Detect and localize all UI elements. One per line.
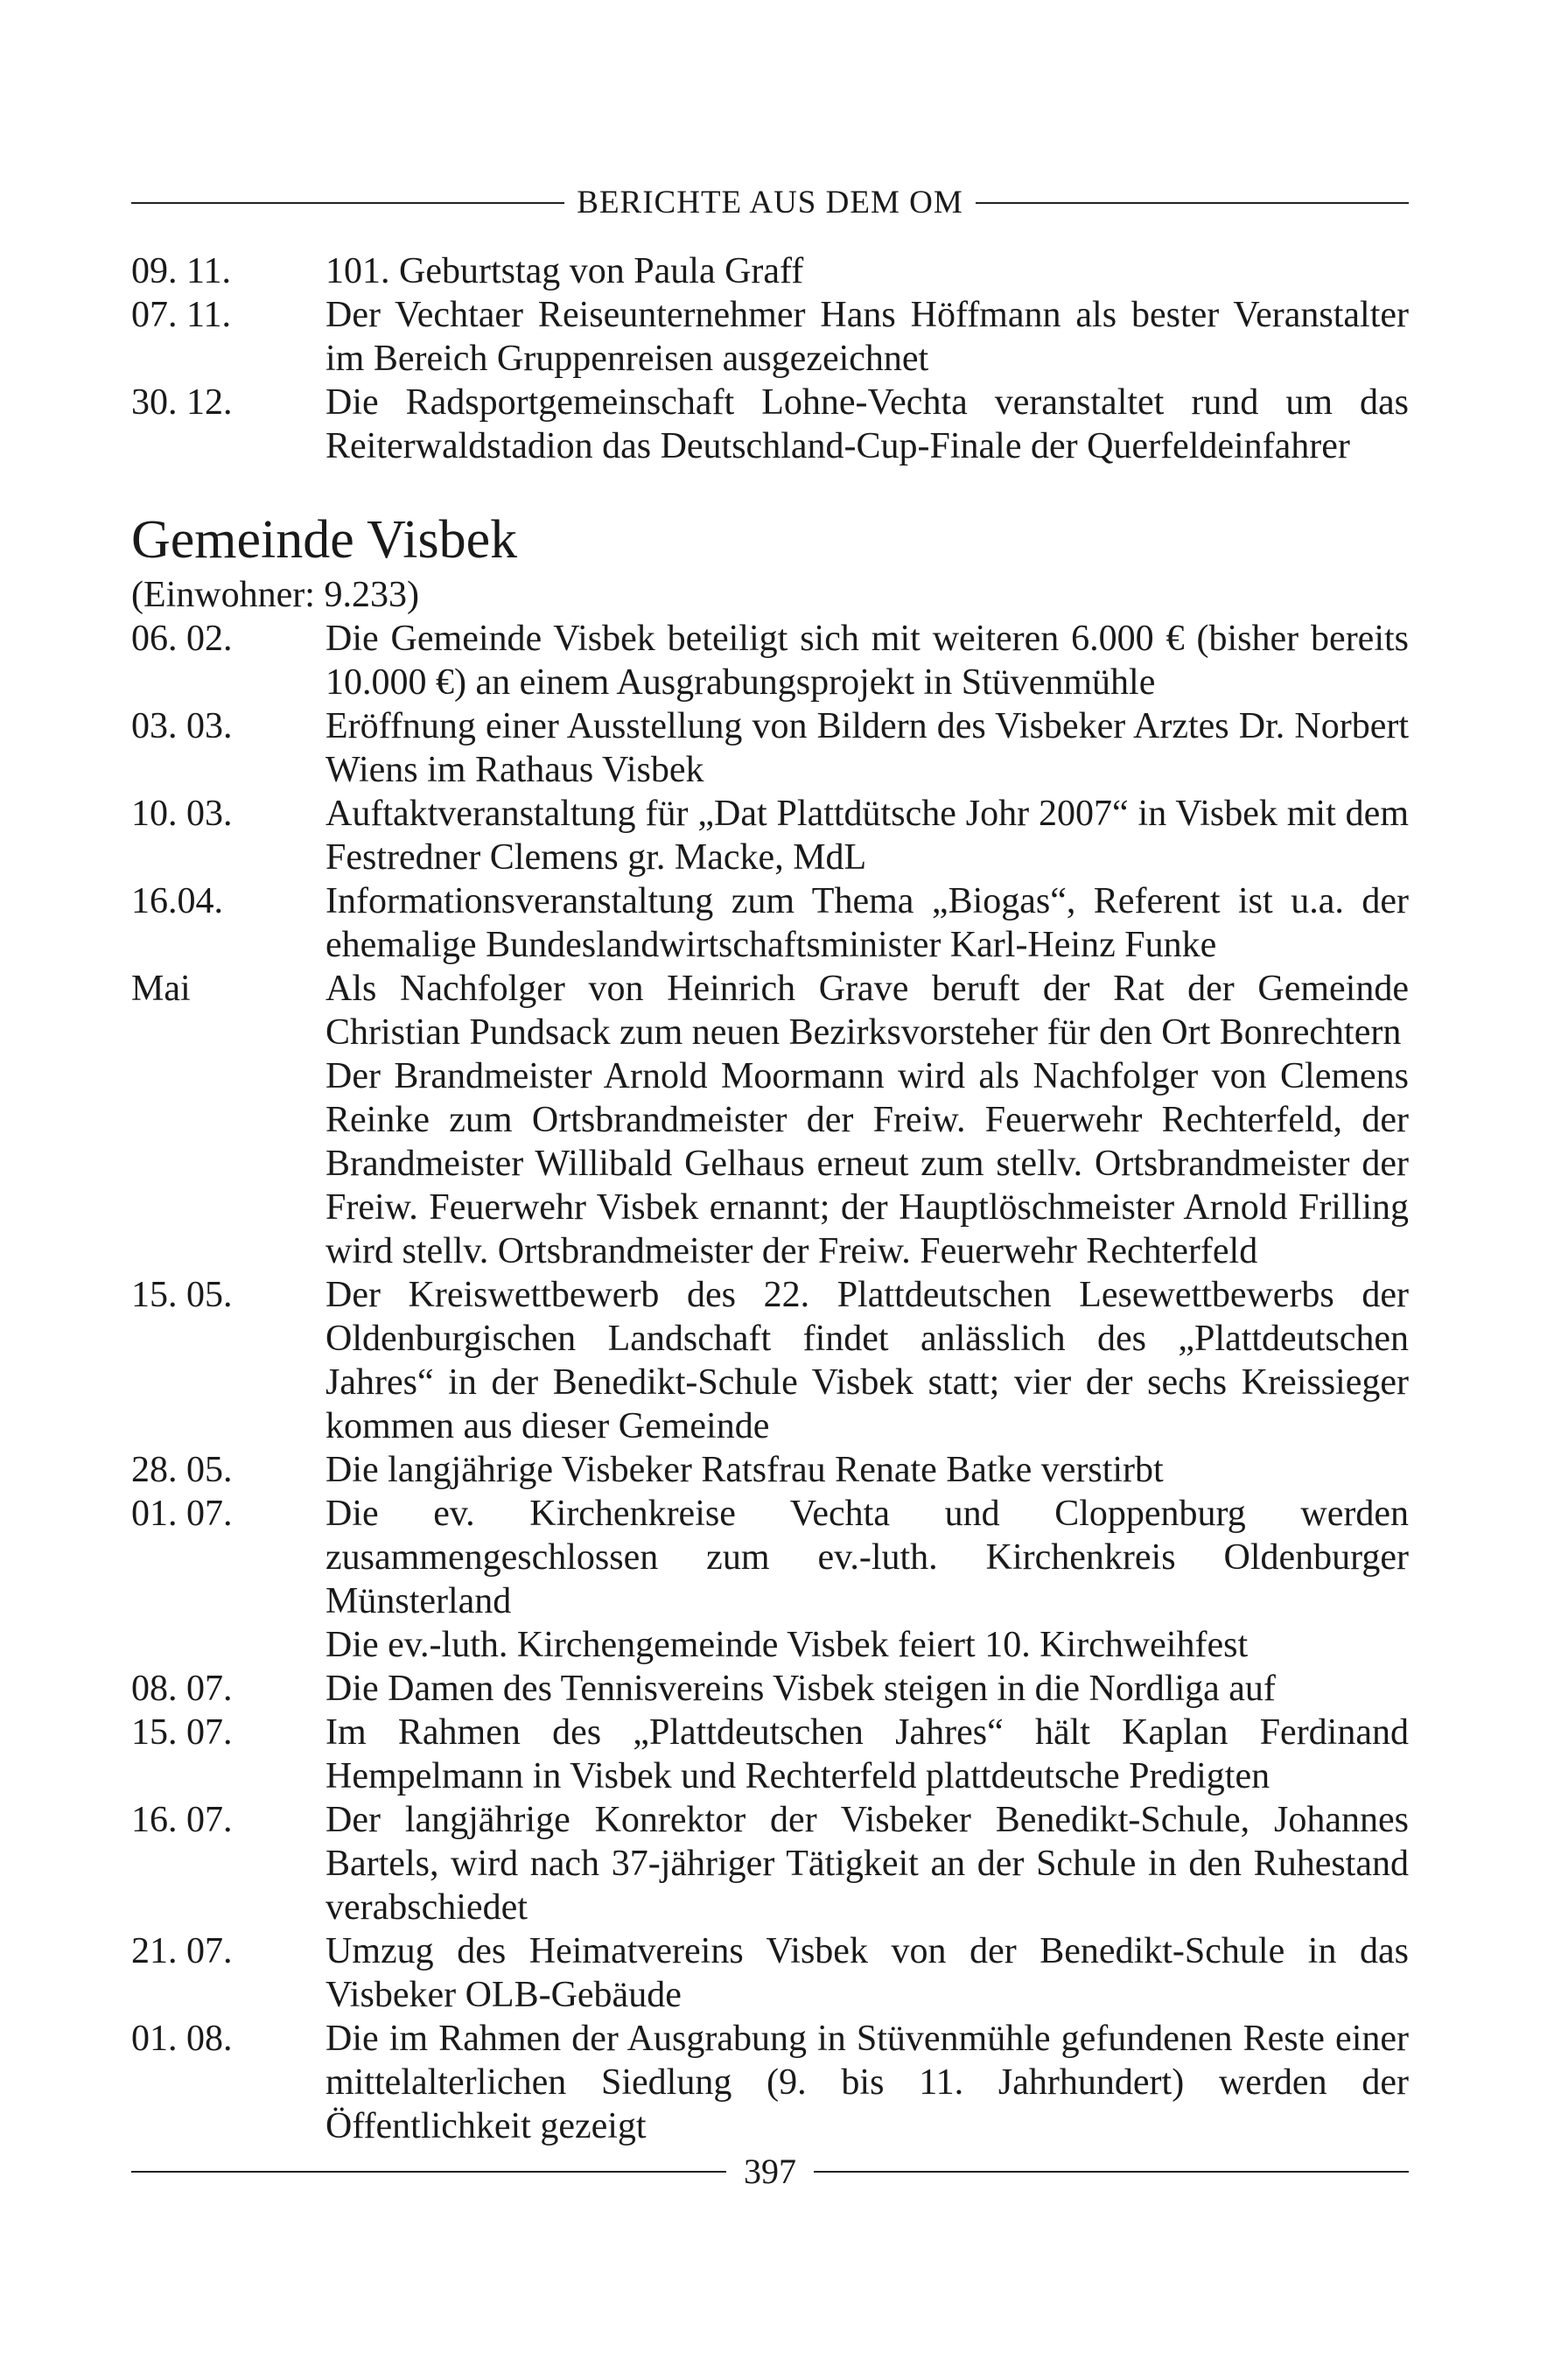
entry-date — [131, 1054, 326, 1273]
entry-text: Die Gemeinde Visbek beteiligt sich mit weiteren 6.000 € (bisher bereits 10.000 €) an einem Ausgrabungsprojekt in Stüvenmühle — [326, 619, 1409, 703]
chronicle-entry — [131, 381, 1409, 468]
entry-text: Auftaktveranstaltung für „Dat Plattdütsche Johr 2007“ in Visbek mit dem Festredner Clemens gr. Macke, MdL — [326, 794, 1409, 878]
entry-date: 07. 11. — [131, 295, 231, 335]
entry-date: 01. 07. — [131, 1494, 233, 1534]
page-number: 397 — [744, 2152, 796, 2191]
entry-date: 21. 07. — [131, 1931, 233, 1971]
entry-text: Der Vechtaer Reiseunternehmer Hans Höffmann als bester Veranstalter im Bereich Gruppenreisen ausgezeichnet — [326, 295, 1409, 379]
entry-date: 10. 03. — [131, 794, 233, 834]
header-rule-left — [131, 202, 564, 204]
chronicle-list-previous — [131, 249, 1409, 468]
entry-date — [131, 1623, 326, 1667]
page-footer — [131, 2151, 1409, 2192]
footer-rule-left — [131, 2171, 726, 2173]
entry-date: Mai — [131, 969, 191, 1009]
header-rule-right — [976, 202, 1409, 204]
entry-text: Der Kreiswettbewerb des 22. Plattdeutschen Lesewettbewerbs der Oldenburgischen Landschaft findet anlässlich des „Plattdeutschen Jahres“ in der Benedikt-Schule Visbek statt; vier der sechs Kreissieger kommen aus dieser Gemeinde — [326, 1275, 1409, 1446]
chronicle-entry — [131, 293, 1409, 381]
chronicle-entry — [131, 1929, 1409, 2017]
entry-date: 09. 11. — [131, 251, 231, 291]
chronicle-entry — [131, 879, 1409, 967]
entry-text: Die Radsportgemeinschaft Lohne-Vechta veranstaltet rund um das Reiterwaldstadion das Deutschland-Cup-Finale der Querfeldeinfahrer — [326, 382, 1409, 466]
entry-text: Der Brandmeister Arnold Moormann wird als Nachfolger von Clemens Reinke zum Ortsbrandmeister der Freiw. Feuerwehr Rechterfeld, der Brandmeister Willibald Gelhaus erneut zum stellv. Ortsbrandmeister der Freiw. Feuerwehr Visbek ernannt; der Hauptlöschmeister Arnold Frilling wird stellv. Ortsbrandmeister der Freiw. Feuerwehr Rechterfeld — [326, 1056, 1409, 1271]
chronicle-entry — [131, 1273, 1409, 1448]
chronicle-entry — [131, 617, 1409, 704]
section-title: Gemeinde Visbek — [131, 510, 518, 570]
entry-text: Der langjährige Konrektor der Visbeker Benedikt-Schule, Johannes Bartels, wird nach 37-jähriger Tätigkeit an der Schule in den Ruhestand verabschiedet — [326, 1800, 1409, 1928]
entry-date: 01. 08. — [131, 2019, 233, 2059]
chronicle-entry — [131, 1448, 1409, 1492]
entry-date: 30. 12. — [131, 382, 233, 423]
chronicle-entry — [131, 1711, 1409, 1798]
entry-text: 101. Geburtstag von Paula Graff — [326, 251, 804, 291]
running-header — [131, 184, 1409, 221]
entry-date: 16.04. — [131, 881, 223, 921]
entry-date: 28. 05. — [131, 1450, 233, 1490]
entry-date: 16. 07. — [131, 1800, 233, 1840]
chronicle-entry — [131, 792, 1409, 879]
chronicle-entry — [131, 1623, 1409, 1667]
entry-text: Als Nachfolger von Heinrich Grave beruft der Rat der Gemeinde Christian Pundsack zum neuen Bezirksvorsteher für den Ort Bonrechtern — [326, 969, 1409, 1053]
chronicle-entry — [131, 967, 1409, 1054]
chronicle-entry — [131, 1667, 1409, 1711]
running-header-title: BERICHTE AUS DEM OM — [577, 185, 963, 220]
chronicle-entry — [131, 1798, 1409, 1929]
section-population: (Einwohner: 9.233) — [131, 575, 419, 615]
entry-text: Umzug des Heimatvereins Visbek von der Benedikt-Schule in das Visbeker OLB-Gebäude — [326, 1931, 1409, 2015]
chronicle-entry — [131, 704, 1409, 792]
entry-date: 15. 07. — [131, 1712, 233, 1753]
entry-date: 15. 05. — [131, 1275, 233, 1315]
entry-text: Die ev. Kirchenkreise Vechta und Cloppenburg werden zusammengeschlossen zum ev.-luth. Kirchenkreis Oldenburger Münsterland — [326, 1494, 1409, 1621]
chronicle-entry — [131, 1492, 1409, 1623]
entry-text: Eröffnung einer Ausstellung von Bildern des Visbeker Arztes Dr. Norbert Wiens im Rathaus Visbek — [326, 706, 1409, 790]
entry-text: Informationsveranstaltung zum Thema „Biogas“, Referent ist u.a. der ehemalige Bundeslandwirtschaftsminister Karl-Heinz Funke — [326, 881, 1409, 965]
page-content — [131, 249, 1409, 2148]
chronicle-entry — [131, 249, 1409, 293]
entry-text: Im Rahmen des „Plattdeutschen Jahres“ hält Kaplan Ferdinand Hempelmann in Visbek und Rechterfeld plattdeutsche Predigten — [326, 1712, 1409, 1796]
entry-text: Die langjährige Visbeker Ratsfrau Renate Batke verstirbt — [326, 1450, 1164, 1490]
chronicle-entry — [131, 2017, 1409, 2148]
entry-text: Die Damen des Tennisvereins Visbek steigen in die Nordliga auf — [326, 1669, 1276, 1709]
chronicle-list-visbek — [131, 617, 1409, 2148]
entry-date: 03. 03. — [131, 706, 233, 746]
entry-date: 06. 02. — [131, 619, 233, 659]
entry-date: 08. 07. — [131, 1669, 233, 1709]
entry-text: Die ev.-luth. Kirchengemeinde Visbek feiert 10. Kirchweihfest — [326, 1625, 1249, 1665]
chronicle-entry — [131, 1054, 1409, 1273]
entry-text: Die im Rahmen der Ausgrabung in Stüvenmühle gefundenen Reste einer mittelalterlichen Siedlung (9. bis 11. Jahrhundert) werden der Öffentlichkeit gezeigt — [326, 2019, 1409, 2146]
footer-rule-right — [814, 2171, 1409, 2173]
